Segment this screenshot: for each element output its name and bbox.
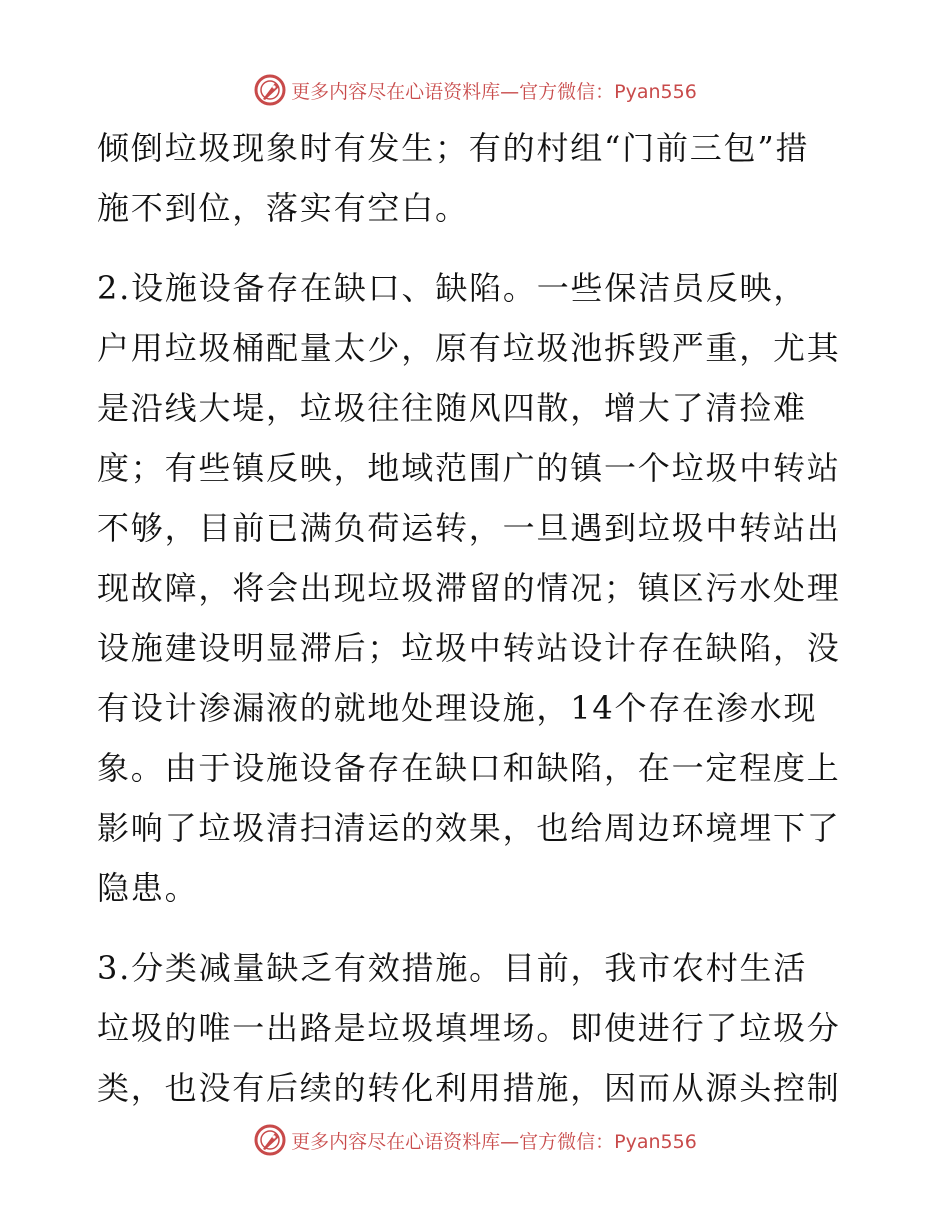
text-line: 户用垃圾桶配量太少，原有垃圾池拆毁严重，尤其 xyxy=(97,329,841,367)
text-line: 设施建设明显滞后；垃圾中转站设计存在缺陷，没 xyxy=(97,629,841,667)
pen-nib-circle-icon xyxy=(253,73,287,107)
text-line: 3.分类减量缺乏有效措施。目前，我市农村生活 xyxy=(97,949,808,987)
text-line: 不够，目前已满负荷运转，一旦遇到垃圾中转站出 xyxy=(97,509,841,547)
text-line: 类，也没有后续的转化利用措施，因而从源头控制 xyxy=(97,1069,841,1107)
header-watermark xyxy=(0,70,950,110)
text-line: 施不到位，落实有空白。 xyxy=(97,189,469,227)
text-line: 倾倒垃圾现象时有发生；有的村组“门前三包”措 xyxy=(97,129,810,167)
footer-watermark xyxy=(0,1120,950,1160)
text-line: 是沿线大堤，垃圾往往随风四散，增大了清捡难 xyxy=(97,389,807,427)
text-line: 现故障，将会出现垃圾滞留的情况；镇区污水处理 xyxy=(97,569,841,607)
text-line: 度；有些镇反映，地域范围广的镇一个垃圾中转站 xyxy=(97,449,841,487)
text-line: 垃圾的唯一出路是垃圾填埋场。即使进行了垃圾分 xyxy=(97,1009,841,1047)
pen-nib-circle-icon xyxy=(253,1123,287,1157)
paragraph-gap xyxy=(97,918,857,938)
text-line: 影响了垃圾清扫清运的效果，也给周边环境埋下了 xyxy=(97,809,841,847)
text-line: 隐患。 xyxy=(97,869,199,907)
text-line: 象。由于设施设备存在缺口和缺陷，在一定程度上 xyxy=(97,749,841,787)
document-body xyxy=(97,118,857,1118)
paragraph-gap xyxy=(97,238,857,258)
text-line: 有设计渗漏液的就地处理设施，14个存在渗水现 xyxy=(97,689,818,727)
text-line: 2.设施设备存在缺口、缺陷。一些保洁员反映， xyxy=(97,269,808,307)
watermark-text: 更多内容尽在心语资料库—官方微信：Pyan556 xyxy=(291,1130,697,1153)
watermark-text: 更多内容尽在心语资料库—官方微信：Pyan556 xyxy=(291,80,697,103)
